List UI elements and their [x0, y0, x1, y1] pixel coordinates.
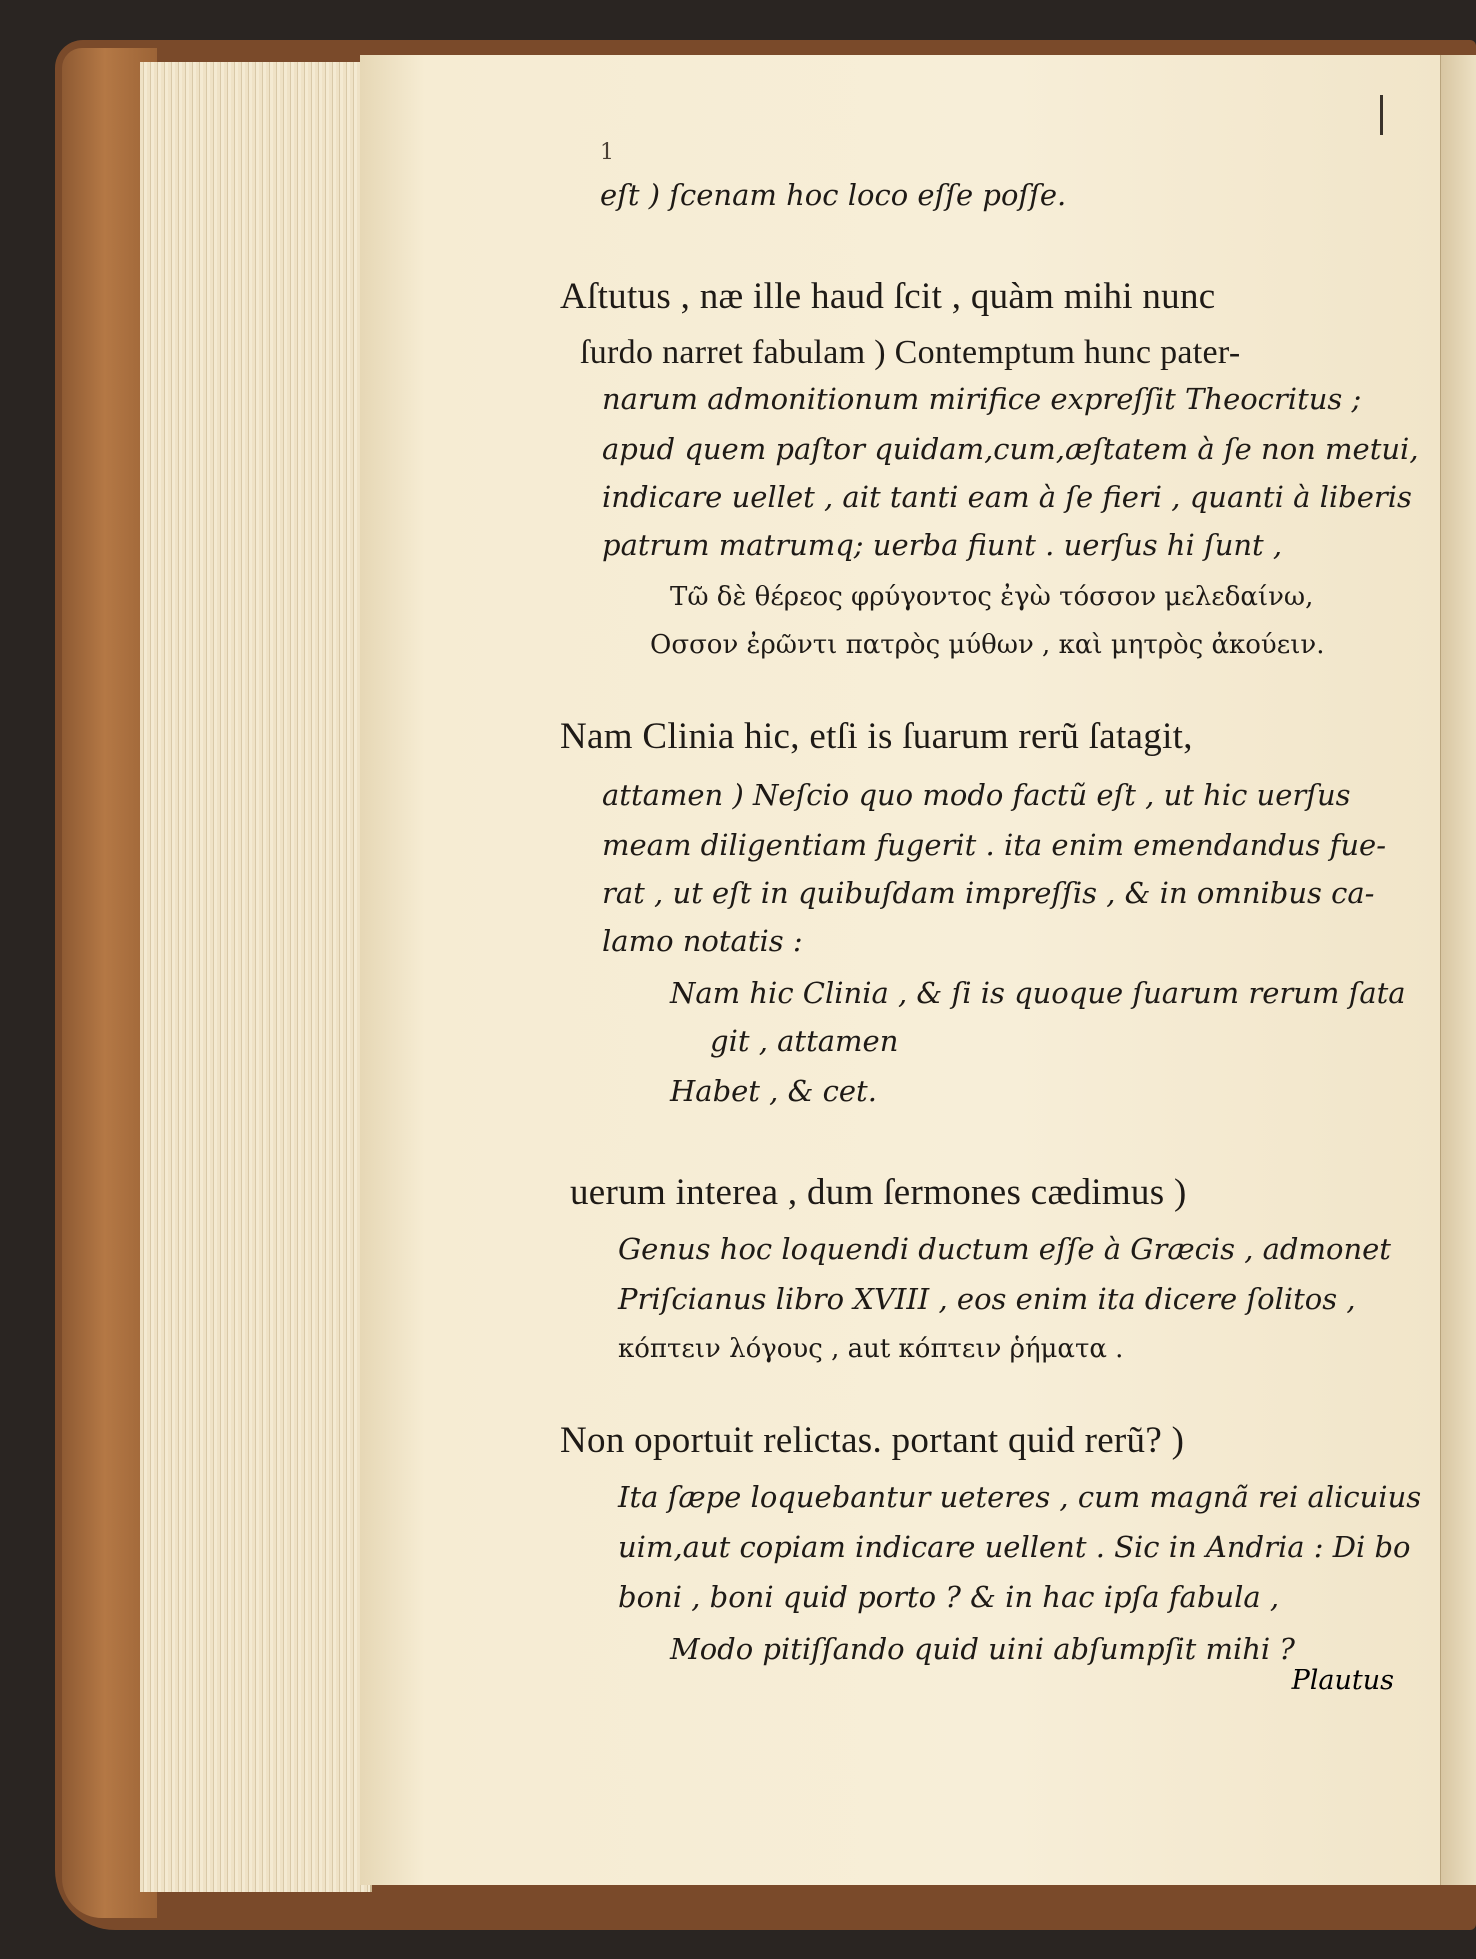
text-line: uerum interea , dum ſermones cædimus ): [570, 1172, 1187, 1213]
text-line: Ita ſæpe loquebantur ueteres , cum magnã rei alicuius: [618, 1480, 1422, 1514]
text-line: Nam Clinia hic, etſi is ſuarum rerũ ſatagit,: [560, 716, 1193, 757]
greek-text-line: κόπτειν λόγους , aut κόπτειν ῥήματα .: [618, 1334, 1124, 1364]
text-line: narum admonitionum mirifice expreſſit Theocritus ;: [602, 382, 1362, 416]
catchword: Plautus: [1291, 1665, 1394, 1696]
page-edges: [140, 62, 372, 1892]
greek-verse-line: Οσσον ἐρῶντι πατρὸς μύθων , καὶ μητρὸς ἀκούειν.: [650, 630, 1325, 660]
text-line: Priſcianus libro XVIII , eos enim ita dicere ſolitos ,: [618, 1282, 1356, 1316]
text-line: ſurdo narret fabulam ) Contemptum hunc pater-: [580, 334, 1241, 371]
text-line: Genus hoc loquendi ductum eſſe à Græcis , admonet: [618, 1232, 1391, 1266]
text-line: rat , ut eſt in quibuſdam impreſſis , & in omnibus ca-: [602, 876, 1375, 910]
text-line: Nam hic Clinia , & ſi is quoque ſuarum rerum ſata: [670, 976, 1406, 1010]
text-line: patrum matrumq; uerba fiunt . uerſus hi ſunt ,: [602, 528, 1283, 562]
text-line: Aſtutus , næ ille haud ſcit , quàm mihi nunc: [560, 276, 1216, 317]
text-line: eſt ) ſcenam hoc loco eſſe poſſe.: [600, 178, 1067, 212]
text-line: apud quem paſtor quidam,cum,æſtatem à ſe non metui,: [602, 432, 1419, 466]
text-line: indicare uellet , ait tanti eam à ſe fieri , quanti à liberis: [602, 480, 1412, 514]
greek-verse-line: Τῶ δὲ θέρεος φρύγοντος ἐγὼ τόσσον μελεδαίνω,: [670, 582, 1314, 612]
text-line: attamen ) Neſcio quo modo factũ eſt , ut hic uerſus: [602, 778, 1351, 812]
text-line: boni , boni quid porto ? & in hac ipſa fabula ,: [618, 1580, 1280, 1614]
text-line: Habet , & cet.: [670, 1074, 877, 1108]
text-line: git , attamen: [710, 1024, 899, 1058]
text-line: Non oportuit relictas. portant quid rerũ? ): [560, 1420, 1185, 1461]
folio-number: 1: [600, 140, 614, 165]
text-line: Modo pitiſſando quid uini abſumpſit mihi ?: [670, 1632, 1295, 1666]
facing-page-edge: [1440, 55, 1476, 1885]
text-line: uim,aut copiam indicare uellent . Sic in Andria : Di bo: [618, 1530, 1411, 1564]
text-line: lamo notatis :: [602, 924, 803, 958]
text-line: meam diligentiam fugerit . ita enim emendandus fue-: [602, 828, 1386, 862]
margin-mark: [1380, 95, 1383, 135]
